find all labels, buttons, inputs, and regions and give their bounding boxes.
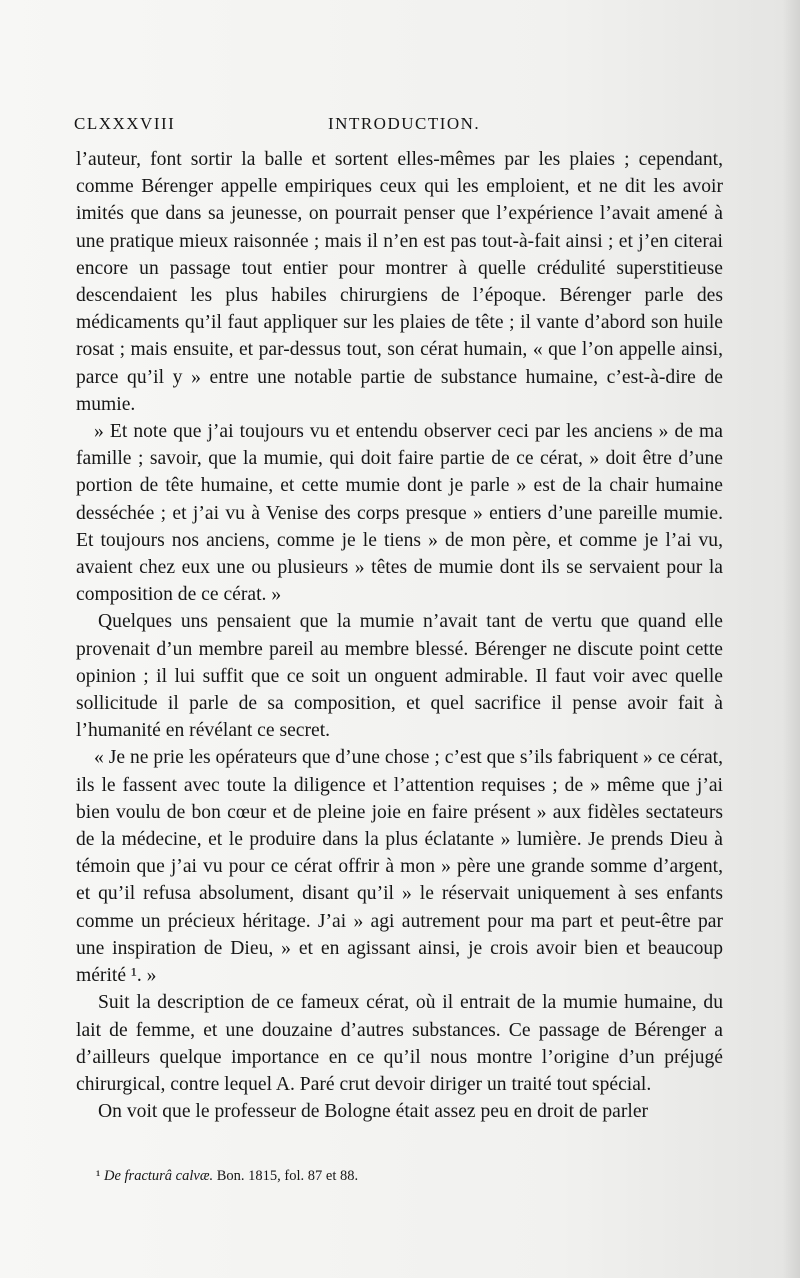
- footnote-title: De fracturâ calvæ.: [103, 1168, 214, 1184]
- page-number: CLXXXVIII: [74, 114, 176, 133]
- paragraph-6: On voit que le professeur de Bologne était assez peu en droit de parler: [98, 1101, 649, 1123]
- paragraph-5: Suit la description de ce fameux cérat, où il entrait de la mumie humaine, du lait de femme, et une douzaine d’autres substances. Ce passage de Bérenger a d’ailleurs quelque importance en ce qu’il nous montre l’origine d’un préjugé chirurgical, contre lequel A. Paré crut devoir diriger un traité tout spécial.: [76, 992, 723, 1095]
- page-edge-shadow: [782, 0, 800, 1278]
- page-header: [74, 114, 720, 138]
- paragraph-2-quote: » Et note que j’ai toujours vu et entendu observer ceci par les anciens » de ma famille ; savoir, que la mumie, qui doit faire partie de ce cérat, » doit être d’une portion de tête humaine, et cette mumie dont je parle » est de la chair humaine desséchée ; et j’ai vu à Venise des corps presque » entiers d’une pareille mumie. Et toujours nos anciens, comme je le tiens » de mon père, et comme je l’ai vu, avaient chez eux une ou plusieurs » têtes de mumie dont ils se servaient pour la composition de ce cérat. »: [76, 421, 723, 606]
- paragraph-3: Quelques uns pensaient que la mumie n’avait tant de vertu que quand elle provenait d’un membre pareil au membre blessé. Bérenger ne discute point cette opinion ; il lui suffit que ce soit un onguent admirable. Il faut voir avec quelle sollicitude il parle de sa composition, et quel sacrifice il pense avoir fait à l’humanité en révélant ce secret.: [76, 611, 723, 742]
- footnote: [96, 1167, 716, 1185]
- page-body: [76, 146, 723, 1125]
- paragraph-1: l’auteur, font sortir la balle et sortent elles-mêmes par les plaies ; cependant, comme Bérenger appelle empiriques ceux qui les emploient, et ne dit les avoir imités que dans sa jeunesse, on pourrait penser que l’expérience l’avait amené à une pratique mieux raisonnée ; mais il n’en est pas tout-à-fait ainsi ; et j’en citerai encore un passage tout entier pour montrer à quelle crédulité superstitieuse descendaient les plus habiles chirurgiens de l’époque. Bérenger parle des médicaments qu’il faut appliquer sur les plaies de tête ; il vante d’abord son huile rosat ; mais ensuite, et par-dessus tout, son cérat humain, « que l’on appelle ainsi, parce qu’il y » entre une notable partie de substance humaine, c’est-à-dire de mumie.: [76, 149, 723, 415]
- footnote-marker: ¹: [96, 1168, 101, 1184]
- footnote-text: Bon. 1815, fol. 87 et 88.: [216, 1168, 359, 1184]
- running-title: INTRODUCTION.: [328, 114, 481, 133]
- paragraph-4-quote: « Je ne prie les opérateurs que d’une chose ; c’est que s’ils fabriquent » ce cérat, ils le fassent avec toute la diligence et l’attention requises ; de » même que j’ai bien voulu de bon cœur et de pleine joie en faire présent » aux fidèles sectateurs de la médecine, et le produire dans la plus éclatante » lumière. Je prends Dieu à témoin que j’ai vu pour ce cérat offrir à mon » père une grande somme d’argent, et qu’il refusa absolument, disant qu’il » le réservait uniquement à ses enfants comme un précieux héritage. J’ai » agi autrement pour ma part et peut-être par une inspiration de Dieu, » et en agissant ainsi, je crois avoir bien et beaucoup mérité ¹. »: [76, 747, 723, 987]
